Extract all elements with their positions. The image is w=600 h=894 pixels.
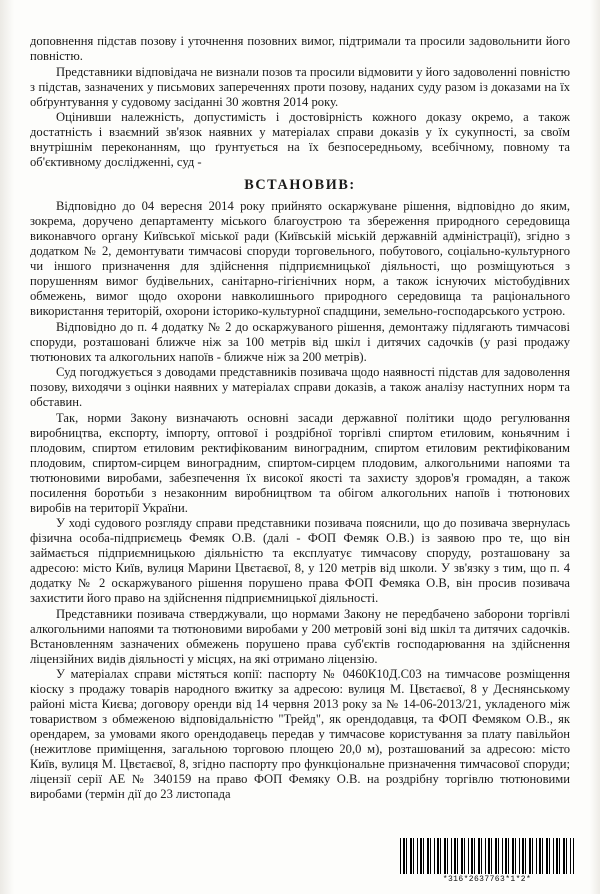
paragraph-case-materials: У матеріалах справи містяться копії: паспорту № 0460К10Д.С03 на тимчасове розміщення кіоску з продажу товарів народного вжитку за адресою: вулиця М. Цвєтаєвої, 8 у Деснянському районі міста Києва; договору оренди від 14 червня 2013 року за № 14-06-2013/21, укладеного між товариством з обмеженою відповідальністю "Трейд", як орендодавця, та ФОП Фемяком О.В., як орендарем, за умовами якого орендодавець передав у тимчасове користування за плату павільйон (нежитлове приміщення, загальною торговою площею 20,0 м), розташований за адресою: місто Київ, вулиця М. Цвєтаєвої, 8, згідно паспорту про функціональне призначення тимчасової споруди; ліцензії серії АЕ № 340159 на право ФОП Фемяку О.В. на роздрібну торгівлю тютюновими виробами (термін дії до 23 листопада <box>30 667 570 801</box>
barcode-block <box>400 838 574 884</box>
scan-edge-right <box>590 0 600 894</box>
paragraph-claim-argument: Представники позивача стверджували, що нормами Закону не передбачено заборони торгівлі алкогольними напоями та тютюновими виробами у 200 метровій зоні від шкіл та дитячих садочків. Встановленням зазначених обмежень порушено права суб'єктів господарювання на здійснення ліцензійних видів діяльності у місцях, на які отримано ліцензію. <box>30 606 570 666</box>
paragraph-continuation: доповнення підстав позову і уточнення позовних вимог, підтримали та просили задовольнити його повністю. <box>30 34 570 63</box>
paragraph-evidence-assessment: Оцінивши належність, допустимість і достовірність кожного доказу окремо, а також достатність і взаємний зв'язок наявних у матеріалах справи доказів у їх сукупності, за своїм внутрішнім переконанням, що ґрунтується на їх безпосередньому, всебічному, повному та об'єктивному дослідженні, суд - <box>30 110 570 169</box>
paragraph-court-agrees: Суд погоджується з доводами представників позивача щодо наявності підстав для задоволення позову, виходячи з оцінки наявних у матеріалах справи доказів, а також аналізу наступних норм та обставин. <box>30 365 570 409</box>
document-text-body <box>30 34 570 803</box>
paragraph-p4-annex2: Відповідно до п. 4 додатку № 2 до оскаржуваного рішення, демонтажу підлягають тимчасові споруди, розташовані ближче ніж за 100 метрів від шкіл і дитячих садочків (у разі продажу тютюнових та алкогольних напоїв - ближче ніж за 200 метрів). <box>30 319 570 364</box>
scan-edge-left <box>0 0 14 894</box>
barcode-caption: *316*2637763*1*2* <box>442 875 532 884</box>
section-heading-vstanovyv: ВСТАНОВИВ: <box>244 177 356 193</box>
barcode-icon <box>400 838 574 874</box>
paragraph-respondent-position: Представники відповідача не визнали позов та просили відмовити у його задоволенні повністю з підстав, зазначених у письмових запереченнях проти позову, наданих суду разом із доказами на їх обґрунтування у судовому засіданні 30 жовтня 2014 року. <box>30 64 570 109</box>
paragraph-law-principles: Так, норми Закону визначають основні засади державної політики щодо регулювання виробництва, експорту, імпорту, оптової і роздрібної торгівлі спиртом етиловим, коньячним і плодовим, спиртом етиловим ректифікованим виноградним, спиртом етиловим ректифікованим плодовим, спиртом-сирцем виноградним, спиртом-сирцем плодовим, алкогольними напоями та тютюновими виробами, забезпечення їх високої якості та захисту здоров'я громадян, а також посилення боротьби з незаконним виробництвом та обігом алкогольних напоїв і тютюнових виробів на території України. <box>30 410 570 515</box>
paragraph-decision-04-09-2014: Відповідно до 04 вересня 2014 року прийнято оскаржуване рішення, відповідно до яким, зокрема, доручено департаменту міського благоустрою та збереження природного середовища виконавчого органу Київської міської ради (Київській міській державній адміністрації), згідно з додатком № 2, демонтувати тимчасові споруди торговельного, побутового, соціально-культурного чи іншого призначення для здійснення підприємницької діяльності, що розміщуються з порушенням вимог будівельних, санітарно-гігієнічних норм, а також існуючих містобудівних обмежень, вимог щодо охорони навколишнього природного середовища та раціонального використання територій, охорони історико-культурної спадщини, земельно-господарського устрою. <box>30 199 570 318</box>
paragraph-fop-femyak: У ході судового розгляду справи представники позивача пояснили, що до позивача звернулась фізична особа-підприємець Фемяк О.В. (далі - ФОП Фемяк О.В.) із заявою про те, що він займається підприємницькою діяльністю та експлуатує тимчасову споруду, розташовану за адресою: місто Київ, вулиця Марини Цвєтаєвої, 8, у 120 метрів від школи. У зв'язку з тим, що п. 4 додатку № 2 оскаржуваного рішення порушено права ФОП Фемяка О.В, він просив позивача захистити його право на здійснення підприємницької діяльності. <box>30 516 570 605</box>
